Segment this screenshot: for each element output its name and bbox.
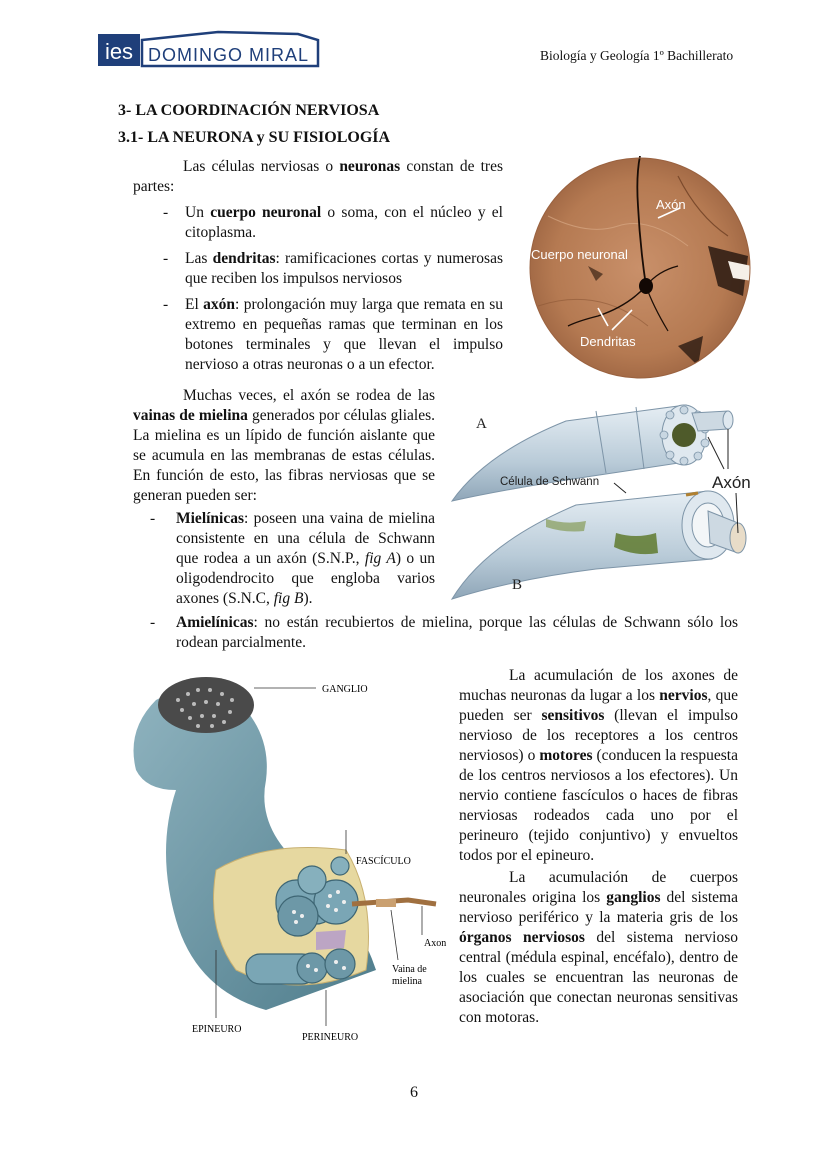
logo-name-text: DOMINGO MIRAL [148, 45, 310, 65]
photo-label-dendrites: Dendritas [580, 334, 636, 349]
photo-label-body: Cuerpo neuronal [531, 247, 628, 262]
schwann-cell-label: Célula de Schwann [500, 476, 600, 488]
figure-label-a: A [476, 416, 487, 432]
neuron-parts-list [163, 203, 503, 375]
axon-label: Axón [712, 473, 751, 492]
intro-paragraph: Las células nerviosas o neuronas constan de tres partes: [133, 158, 503, 195]
fasciculo-label: FASCÍCULO [356, 856, 411, 867]
figure-label-b: B [512, 577, 523, 593]
subsection-title: 3.1- LA NEURONA y SU FISIOLOGÍA [118, 129, 391, 146]
nerves-paragraph: La acumulación de los axones de muchas neuronas da lugar a los nervios, que pueden ser sensitivos (llevan el impulso nervioso de los receptores a los centros nerviosos) o motores (conducen la respuesta de los centros nerviosos a los efectores). Un nervio contiene fascículos o haces de fibras nerviosas rodeados cada uno por el perineuro (tejido conjuntivo) y envueltos todos por el epineuro. [459, 667, 738, 864]
neuron-micrograph [528, 156, 752, 380]
photo-label-axon: Axón [656, 197, 686, 212]
perineuro-label: PERINEURO [302, 1032, 359, 1043]
list-item-unmyelinated: - Amielínicas: no están recubiertos de mielina, porque las células de Schwann sólo los rodean parcialmente. [150, 614, 738, 651]
ganglia-paragraph: La acumulación de cuerpos neuronales origina los ganglios del sistema nervioso periférico y la materia gris de los órganos nerviosos del sistema nervioso central (médula espinal, encéfalo), dentro de los cuales se encuentran las neuronas de asociación que conectan neuronas sensitivas con motoras. [459, 869, 738, 1026]
schwann-cell-figure [446, 393, 766, 605]
list-item-myelinated: - Mielínicas: poseen una vaina de mielina consistente en una célula de Schwann que rodea a un axón (S.N.P., fig A) o un oligodendrocito que engloba varios axones (S.N.C, fig B). [150, 510, 435, 607]
axon-nerve-label: Axon [424, 938, 447, 949]
myelin-paragraph: Muchas veces, el axón se rodea de las vainas de mielina generados por células gliales. La mielina es un lípido de función aislante que se acumula en las membranas de estas células. En función de esto, las fibras nerviosas que se generan pueden ser: [133, 387, 435, 504]
vaina-label: Vaina de mielina [392, 964, 427, 987]
school-logo [98, 30, 320, 70]
epineuro-label: EPINEURO [192, 1024, 242, 1035]
logo-graphic [98, 30, 320, 70]
course-title: Biología y Geología 1º Bachillerato [540, 48, 734, 63]
nerve-structure-figure [116, 670, 456, 1050]
section-title: 3- LA COORDINACIÓN NERVIOSA [118, 102, 380, 119]
list-item: - El axón: prolongación muy larga que remata en su extremo en pequeñas ramas que terminan en los botones terminales y que llevan el impulso nervioso a otras neuronas o a un efector. [163, 296, 503, 373]
logo-ies-text: ies [104, 39, 134, 64]
ganglio-label: GANGLIO [322, 684, 368, 695]
page-number: 6 [410, 1084, 418, 1101]
list-item: - Las dendritas: ramificaciones cortas y numerosas que reciben los impulsos nerviosos [163, 250, 503, 287]
list-item: - Un cuerpo neuronal o soma, con el núcleo y el citoplasma. [163, 204, 503, 241]
